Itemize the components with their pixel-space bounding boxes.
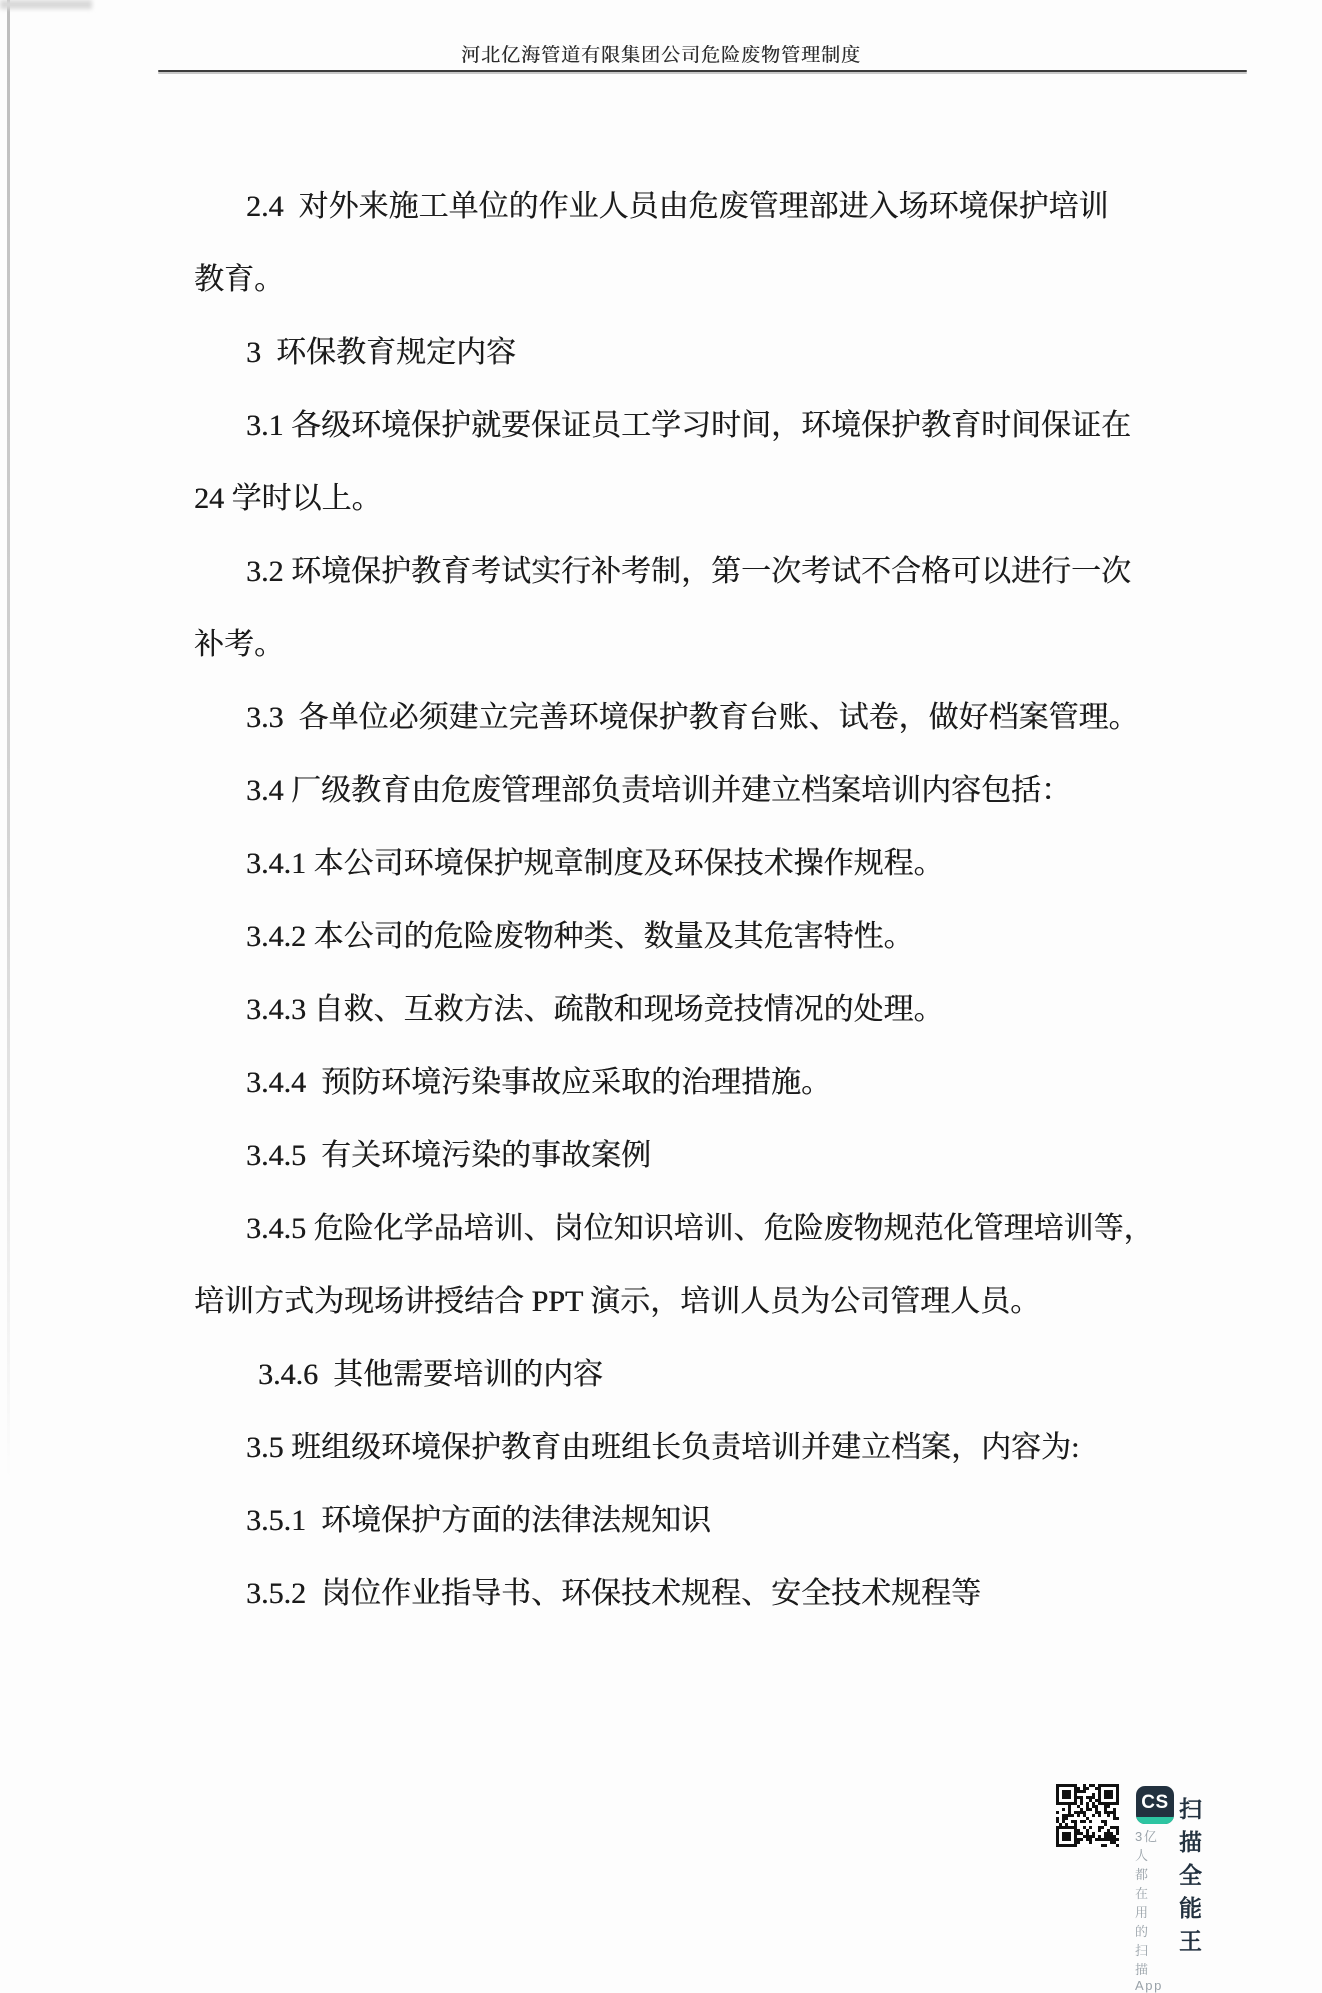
header-divider <box>158 70 1247 72</box>
text-line: 3.1 各级环境保护就要保证员工学习时间，环境保护教育时间保证在 <box>246 409 1131 442</box>
camscanner-app-name: 扫描全能王 <box>1179 1796 1205 1954</box>
camscanner-logo-letters: CS <box>1141 1792 1169 1813</box>
text-line: 教育。 <box>194 263 284 296</box>
text-line: 3.4.2 本公司的危险废物种类、数量及其危害特性。 <box>246 920 914 953</box>
text-line: 3.5 班组级环境保护教育由班组长负责培训并建立档案，内容为: <box>246 1431 1080 1464</box>
camscanner-logo-strip <box>1136 1817 1174 1824</box>
page-header <box>0 40 1322 67</box>
text-line: 补考。 <box>194 628 284 661</box>
text-line: 3.4.4 预防环境污染事故应采取的治理措施。 <box>246 1066 831 1099</box>
text-line: 3.4.5 危险化学品培训、岗位知识培训、危险废物规范化管理培训等， <box>246 1212 1154 1245</box>
camscanner-app-tagline: 3亿人都在用的扫描App <box>1135 1829 1163 1993</box>
text-line: 2.4 对外来施工单位的作业人员由危废管理部进入场环境保护培训 <box>246 190 1109 223</box>
text-line: 3.3 各单位必须建立完善环境保护教育台账、试卷，做好档案管理。 <box>246 701 1139 734</box>
text-line: 3.2 环境保护教育考试实行补考制，第一次考试不合格可以进行一次 <box>246 555 1131 588</box>
scan-smudge-artifact <box>0 0 92 9</box>
text-line: 3.4.5 有关环境污染的事故案例 <box>246 1139 651 1172</box>
text-line: 3.5.1 环境保护方面的法律法规知识 <box>246 1504 711 1537</box>
text-line: 3.4.6 其他需要培训的内容 <box>258 1358 603 1391</box>
text-line: 24 学时以上。 <box>194 482 382 515</box>
qr-code-icon <box>1056 1784 1119 1847</box>
text-line: 培训方式为现场讲授结合 PPT 演示，培训人员为公司管理人员。 <box>194 1285 1041 1318</box>
text-line: 3 环保教育规定内容 <box>246 336 516 369</box>
scan-edge-artifact <box>7 0 10 1480</box>
text-line: 3.5.2 岗位作业指导书、环保技术规程、安全技术规程等 <box>246 1577 981 1610</box>
text-line: 3.4 厂级教育由危废管理部负责培训并建立档案培训内容包括： <box>246 774 1071 807</box>
document-header-title: 河北亿海管道有限集团公司危险废物管理制度 <box>460 45 861 66</box>
text-line: 3.4.1 本公司环境保护规章制度及环保技术操作规程。 <box>246 847 944 880</box>
text-line: 3.4.3 自救、互救方法、疏散和现场竞技情况的处理。 <box>246 993 944 1026</box>
camscanner-logo-icon <box>1136 1786 1174 1824</box>
